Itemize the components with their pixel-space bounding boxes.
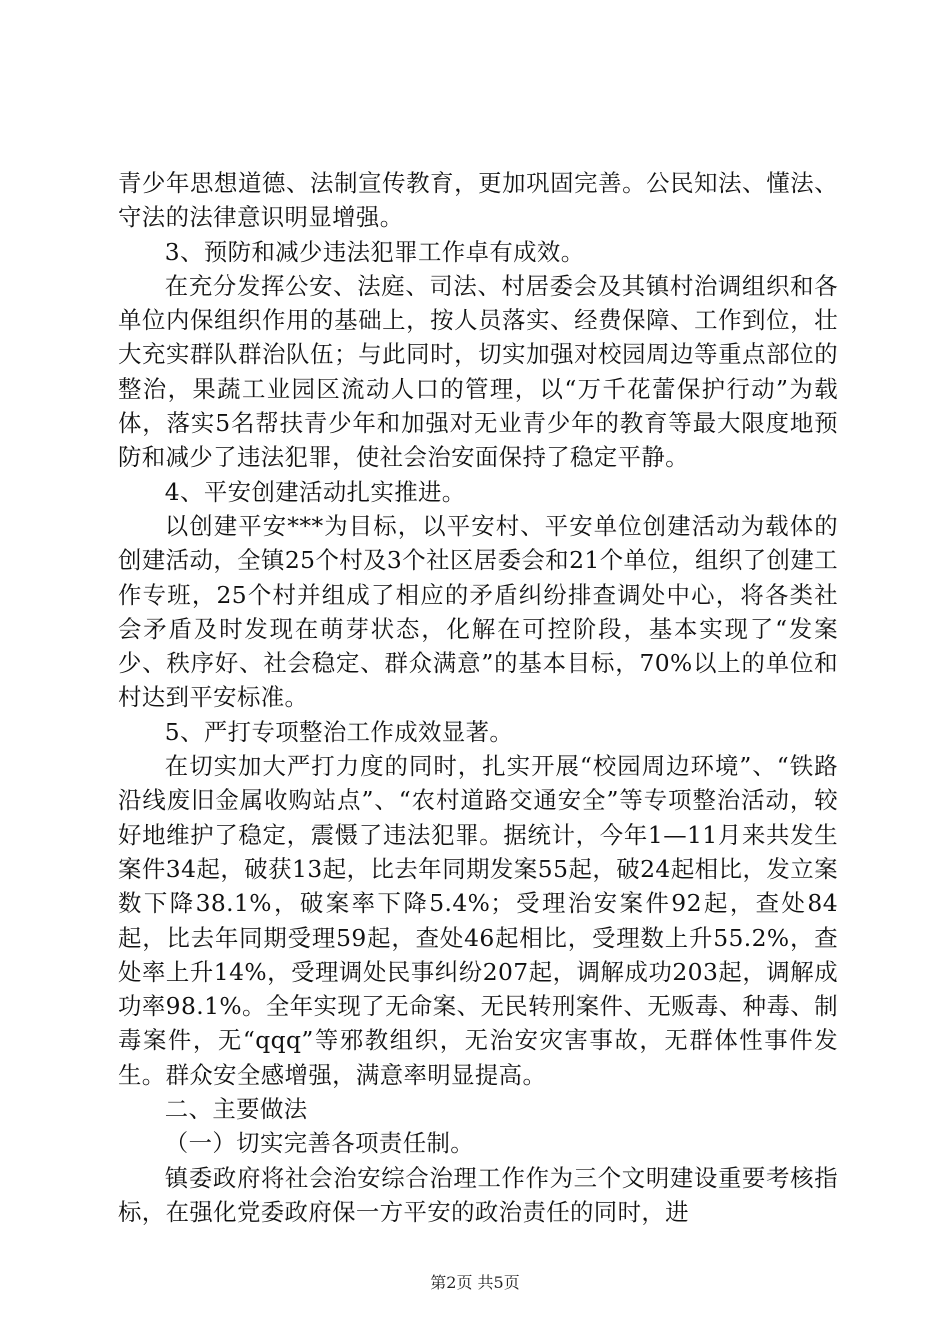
body-paragraph: 以创建平安***为目标，以平安村、平安单位创建活动为载体的创建活动，全镇25个村及3个社区居委会和21个单位，组织了创建工作专班，25个村并组成了相应的矛盾纠纷排查调处中心，将各类社会矛盾及时发现在萌芽状态，化解在可控阶段，基本实现了“发案少、秩序好、社会稳定、群众满意”的基本目标，70%以上的单位和村达到平安标准。: [118, 511, 838, 712]
document-body: [118, 166, 838, 1229]
body-paragraph: 在切实加大严打力度的同时，扎实开展“校园周边环境”、“铁路沿线废旧金属收购站点”、“农村道路交通安全”等专项整治活动，较好地维护了稳定，震慑了违法犯罪。据统计，今年1—11月来共发生案件34起，破获13起，比去年同期发案55起，破24起相比，发立案数下降38.1%，破案率下降5.4%；受理治安案件92起，查处84起，比去年同期受理59起，查处46起相比，受理数上升55.2%，查处率上升14%，受理调处民事纠纷207起，调解成功203起，调解成功率98.1%。全年实现了无命案、无民转刑案件、无贩毒、种毒、制毒案件，无“qqq”等邪教组织，无治安灾害事故，无群体性事件发生。群众安全感增强，满意率明显提高。: [118, 752, 838, 1089]
section-heading: 3、预防和减少违法犯罪工作卓有成效。: [164, 237, 585, 266]
body-paragraph: 青少年思想道德、法制宣传教育，更加巩固完善。公民知法、懂法、守法的法律意识明显增强。: [118, 169, 838, 232]
section-heading: 二、主要做法: [164, 1095, 308, 1124]
page-footer: 第2页 共5页: [430, 1273, 520, 1292]
section-heading: （一）切实完善各项责任制。: [164, 1129, 475, 1158]
body-paragraph: 镇委政府将社会治安综合治理工作作为三个文明建设重要考核指标，在强化党委政府保一方平安的政治责任的同时，进: [118, 1163, 838, 1226]
section-heading: 4、平安创建活动扎实推进。: [164, 477, 466, 506]
body-paragraph: 在充分发挥公安、法庭、司法、村居委会及其镇村治调组织和各单位内保组织作用的基础上，按人员落实、经费保障、工作到位，壮大充实群队群治队伍；与此同时，切实加强对校园周边等重点部位的整治，果蔬工业园区流动人口的管理，以“万千花蕾保护行动”为载体，落实5名帮扶青少年和加强对无业青少年的教育等最大限度地预防和减少了违法犯罪，使社会治安面保持了稳定平静。: [118, 271, 838, 472]
section-heading: 5、严打专项整治工作成效显著。: [164, 717, 514, 746]
